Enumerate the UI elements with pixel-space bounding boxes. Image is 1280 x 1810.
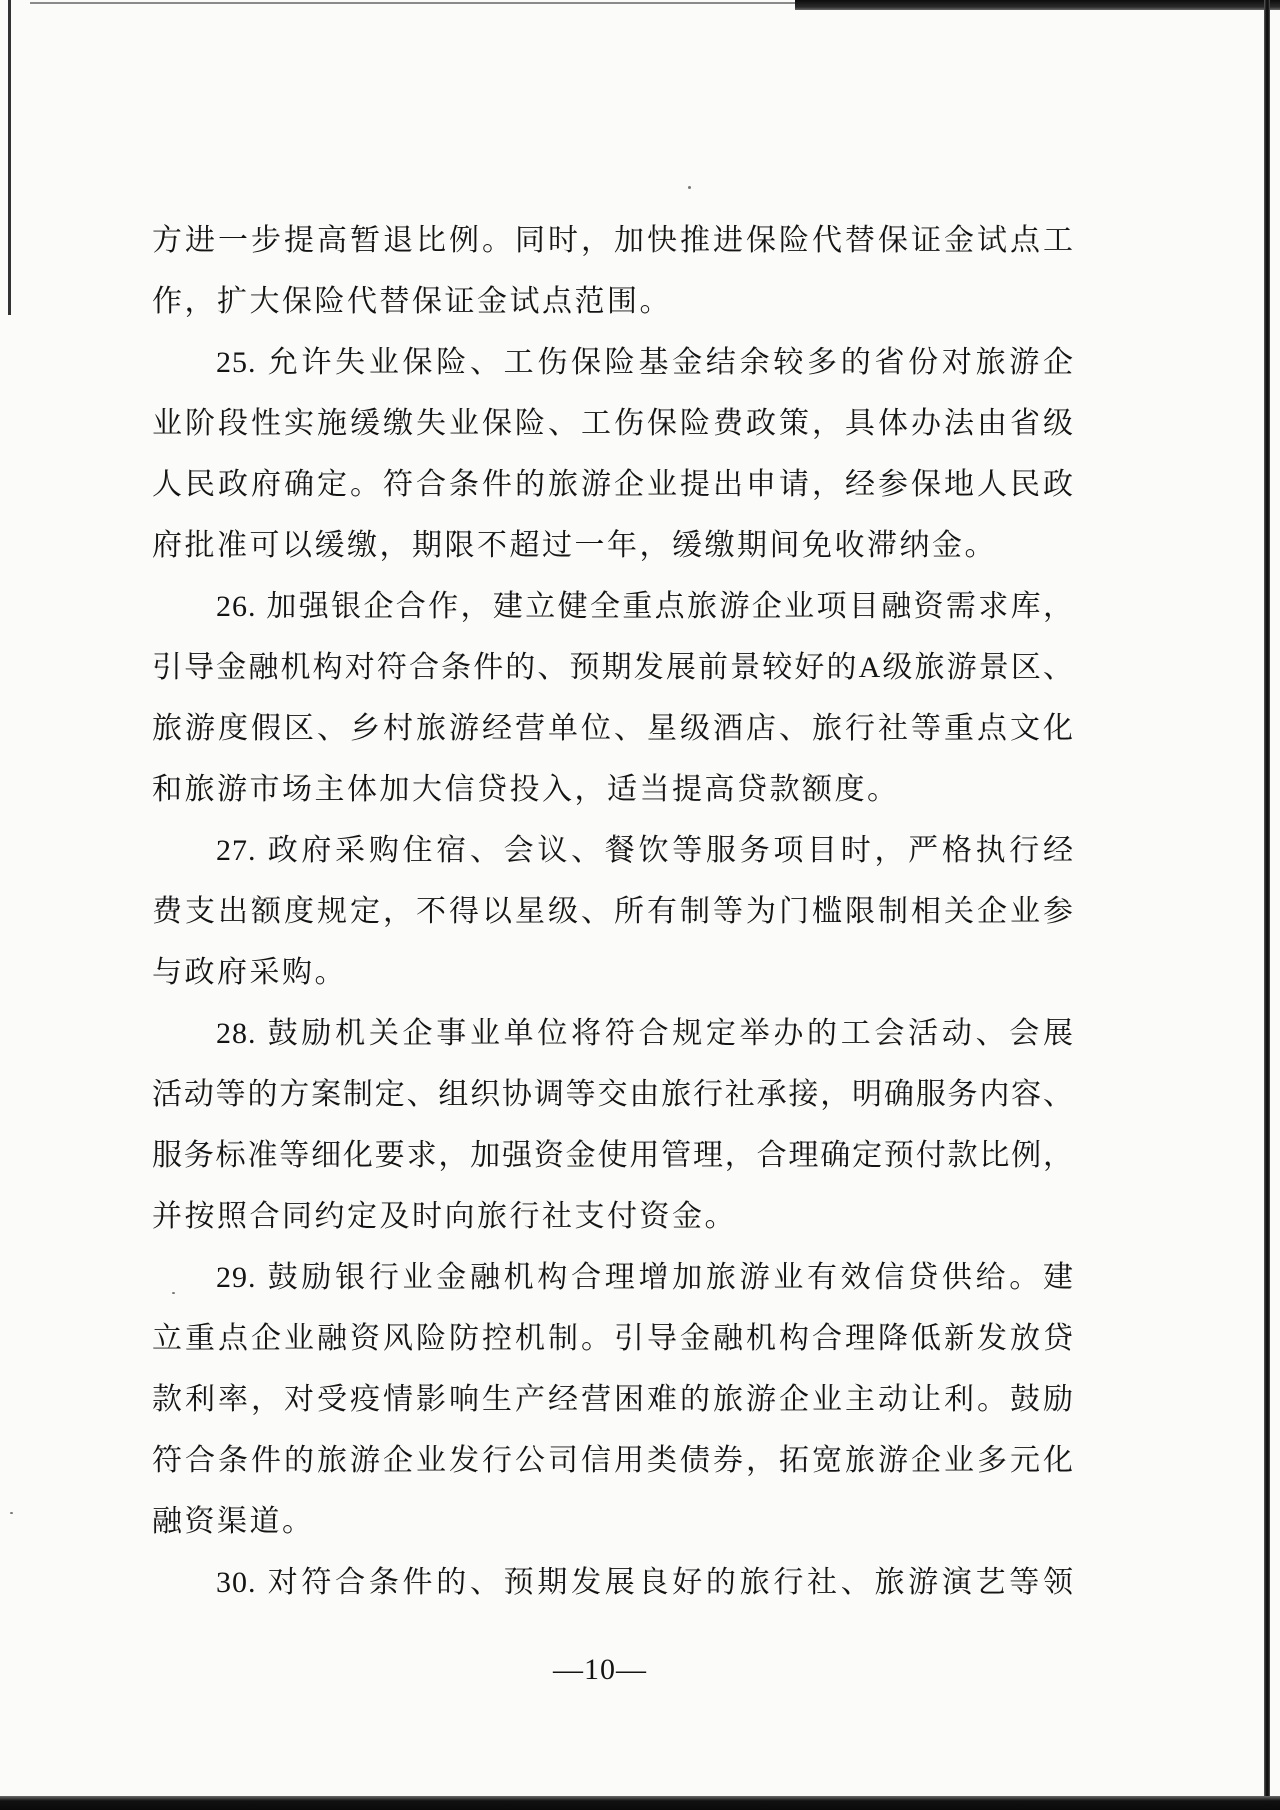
paragraph-continuation: [152, 210, 1074, 332]
paragraph-28: [152, 1003, 1074, 1247]
text-line: 服务标准等细化要求，加强资金使用管理，合理确定预付款比例，: [152, 1139, 1074, 1172]
text-line: 旅游度假区、乡村旅游经营单位、星级酒店、旅行社等重点文化: [152, 712, 1074, 745]
scan-edge-top: [30, 2, 800, 4]
paragraph-25: [152, 332, 1074, 576]
text-line: 28. 鼓励机关企事业单位将符合规定举办的工会活动、会展: [216, 1017, 1074, 1050]
text-line: 并按照合同约定及时向旅行社支付资金。: [152, 1200, 737, 1233]
scan-edge-left: [8, 0, 11, 315]
text-line: 与政府采购。: [152, 956, 347, 989]
text-line: 费支出额度规定，不得以星级、所有制等为门槛限制相关企业参: [152, 895, 1074, 928]
scan-speck: [688, 186, 691, 189]
text-line: 27. 政府采购住宿、会议、餐饮等服务项目时，严格执行经: [216, 834, 1074, 867]
text-line: 业阶段性实施缓缴失业保险、工伤保险费政策，具体办法由省级: [152, 407, 1074, 440]
text-line: 符合条件的旅游企业发行公司信用类债券，拓宽旅游企业多元化: [152, 1444, 1074, 1477]
text-line: 方进一步提高暂退比例。同时，加快推进保险代替保证金试点工: [152, 224, 1074, 257]
paragraph-30: [152, 1552, 1074, 1613]
text-line: 立重点企业融资风险防控机制。引导金融机构合理降低新发放贷: [152, 1322, 1074, 1355]
text-line: 引导金融机构对符合条件的、预期发展前景较好的A级旅游景区、: [152, 651, 1074, 684]
body-text: [152, 210, 1074, 1613]
scan-edge-top-right: [795, 0, 1280, 10]
text-line: 人民政府确定。符合条件的旅游企业提出申请，经参保地人民政: [152, 468, 1074, 501]
scan-speck: [10, 1512, 13, 1514]
paragraph-29: [152, 1247, 1074, 1552]
text-line: 和旅游市场主体加大信贷投入，适当提高贷款额度。: [152, 773, 900, 806]
paragraph-27: [152, 820, 1074, 1003]
text-line: 25. 允许失业保险、工伤保险基金结余较多的省份对旅游企: [216, 346, 1074, 379]
text-line: 作，扩大保险代替保证金试点范围。: [152, 285, 672, 318]
text-line: 款利率，对受疫情影响生产经营困难的旅游企业主动让利。鼓励: [152, 1383, 1074, 1416]
paragraph-26: [152, 576, 1074, 820]
text-line: 26. 加强银企合作，建立健全重点旅游企业项目融资需求库，: [216, 590, 1074, 623]
scan-edge-bottom: [0, 1796, 1280, 1810]
scan-edge-right: [1264, 0, 1270, 1800]
text-line: 融资渠道。: [152, 1505, 315, 1538]
text-line: 29. 鼓励银行业金融机构合理增加旅游业有效信贷供给。建: [216, 1261, 1074, 1294]
page-number: —10—: [553, 1653, 647, 1686]
text-line: 府批准可以缓缴，期限不超过一年，缓缴期间免收滞纳金。: [152, 529, 997, 562]
text-line: 30. 对符合条件的、预期发展良好的旅行社、旅游演艺等领: [216, 1566, 1074, 1599]
text-line: 活动等的方案制定、组织协调等交由旅行社承接，明确服务内容、: [152, 1078, 1074, 1111]
